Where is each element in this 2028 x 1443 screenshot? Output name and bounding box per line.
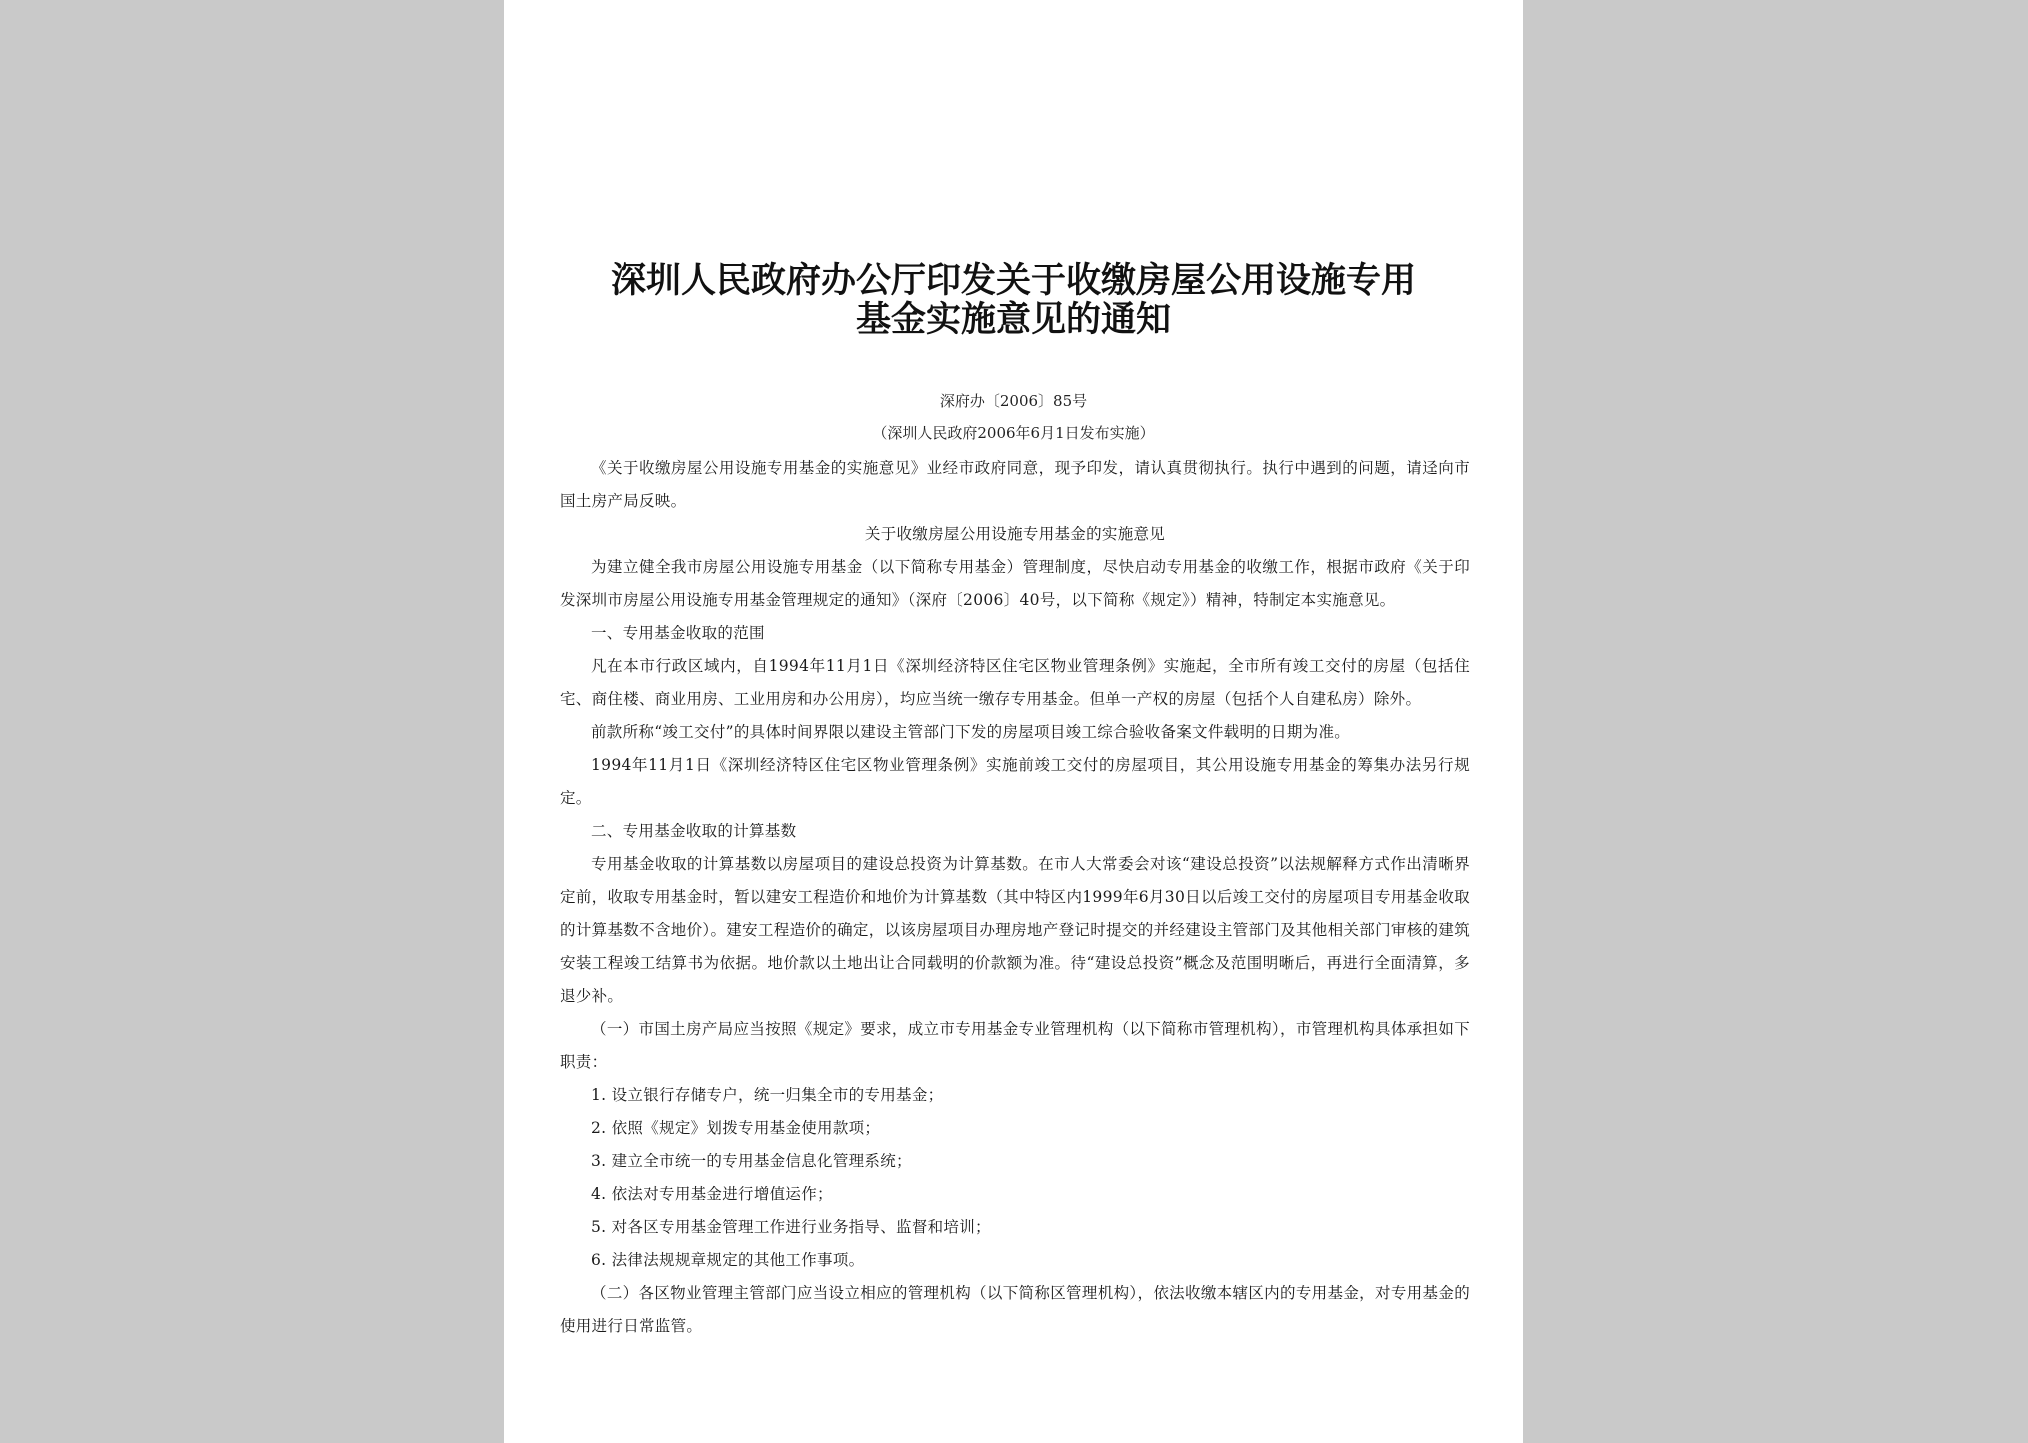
section-1-heading: 一、专用基金收取的范围	[591, 624, 765, 642]
document-page	[504, 0, 1523, 1443]
section-2-heading: 二、专用基金收取的计算基数	[591, 822, 797, 840]
section-2-paragraph-3: （二）各区物业管理主管部门应当设立相应的管理机构（以下简称区管理机构），依法收缴本辖区内的专用基金，对专用基金的使用进行日常监管。	[560, 1284, 1470, 1335]
duty-item: 5. 对各区专用基金管理工作进行业务指导、监督和培训；	[591, 1218, 991, 1236]
section-2-paragraph-2: （一）市国土房产局应当按照《规定》要求，成立市专用基金专业管理机构（以下简称市管理机构），市管理机构具体承担如下职责：	[560, 1020, 1470, 1071]
intro-paragraph: 《关于收缴房屋公用设施专用基金的实施意见》业经市政府同意，现予印发，请认真贯彻执行。执行中遇到的问题，请迳向市国土房产局反映。	[560, 459, 1470, 510]
issue-date-note: （深圳人民政府2006年6月1日发布实施）	[872, 424, 1155, 442]
duty-item: 1. 设立银行存储专户，统一归集全市的专用基金；	[591, 1086, 944, 1104]
duty-item: 4. 依法对专用基金进行增值运作；	[591, 1185, 833, 1203]
section-2-paragraph-1: 专用基金收取的计算基数以房屋项目的建设总投资为计算基数。在市人大常委会对该“建设总投资”以法规解释方式作出清晰界定前，收取专用基金时，暂以建安工程造价和地价为计算基数（其中特区内1999年6月30日以后竣工交付的房屋项目专用基金收取的计算基数不含地价）。建安工程造价的确定，以该房屋项目办理房地产登记时提交的并经建设主管部门及其他相关部门审核的建筑安装工程竣工结算书为依据。地价款以土地出让合同载明的价款额为准。待“建设总投资”概念及范围明晰后，再进行全面清算，多退少补。	[560, 855, 1470, 1005]
title-line-2: 基金实施意见的通知	[855, 300, 1171, 340]
section-1-paragraph-3: 1994年11月1日《深圳经济特区住宅区物业管理条例》实施前竣工交付的房屋项目，其公用设施专用基金的筹集办法另行规定。	[560, 756, 1470, 807]
title-line-1: 深圳人民政府办公厅印发关于收缴房屋公用设施专用	[610, 261, 1416, 301]
preamble-paragraph: 为建立健全我市房屋公用设施专用基金（以下简称专用基金）管理制度，尽快启动专用基金的收缴工作，根据市政府《关于印发深圳市房屋公用设施专用基金管理规定的通知》（深府〔2006〕40号，以下简称《规定》）精神，特制定本实施意见。	[560, 558, 1470, 609]
section-1-paragraph-2: 前款所称“竣工交付”的具体时间界限以建设主管部门下发的房屋项目竣工综合验收备案文件载明的日期为准。	[591, 723, 1351, 741]
duty-item: 6. 法律法规规章规定的其他工作事项。	[591, 1251, 865, 1269]
document-title	[544, 262, 1483, 340]
subtitle: 关于收缴房屋公用设施专用基金的实施意见	[864, 525, 1166, 543]
document-body	[560, 452, 1470, 1343]
document-number: 深府办〔2006〕85号	[939, 392, 1088, 410]
duty-item: 3. 建立全市统一的专用基金信息化管理系统；	[591, 1152, 912, 1170]
duty-item: 2. 依照《规定》划拨专用基金使用款项；	[591, 1119, 881, 1137]
section-1-paragraph-1: 凡在本市行政区域内，自1994年11月1日《深圳经济特区住宅区物业管理条例》实施起，全市所有竣工交付的房屋（包括住宅、商住楼、商业用房、工业用房和办公用房），均应当统一缴存专用基金。但单一产权的房屋（包括个人自建私房）除外。	[560, 657, 1470, 708]
